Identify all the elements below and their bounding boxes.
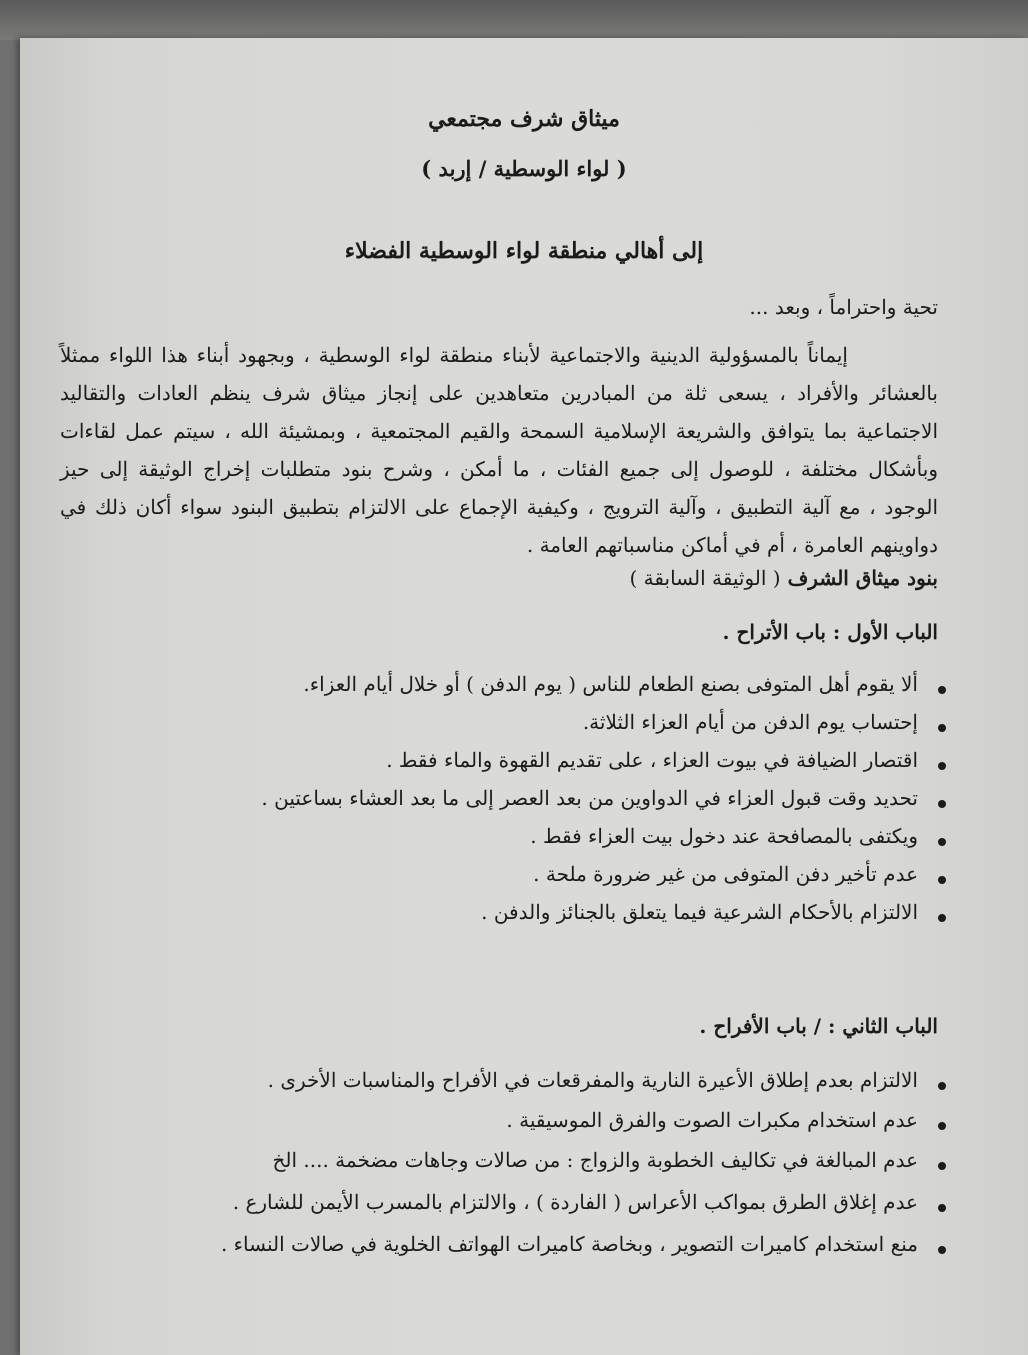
list-item xyxy=(481,900,918,924)
bullet-icon xyxy=(938,686,946,694)
list-item xyxy=(268,1068,918,1092)
list-item xyxy=(533,862,918,886)
list-item-text: عدم تأخير دفن المتوفى من غير ضرورة ملحة . xyxy=(533,862,918,886)
greeting: تحية واحتراماً ، وبعد ... xyxy=(749,295,938,319)
list-item-text: ويكتفى بالمصافحة عند دخول بيت العزاء فقط . xyxy=(530,824,918,848)
list-item-text: ألا يقوم أهل المتوفى بصنع الطعام للناس ( يوم الدفن ) أو خلال أيام العزاء. xyxy=(303,672,918,696)
intro-line: بالعشائر والأفراد ، يسعى ثلة من المبادرين متعاهدين على إنجاز ميثاق شرف ينظم العادات والتقاليد xyxy=(60,381,938,405)
bullet-icon xyxy=(938,1122,946,1130)
list-item xyxy=(233,1190,918,1214)
list-item xyxy=(506,1108,918,1132)
bullet-icon xyxy=(938,800,946,808)
list-item-text: إحتساب يوم الدفن من أيام العزاء الثلاثة. xyxy=(582,710,918,734)
document-subtitle: ( لواء الوسطية / إربد ) xyxy=(421,156,627,181)
bullet-icon xyxy=(938,914,946,922)
list-item-text: الالتزام بعدم إطلاق الأعيرة النارية والمفرقعات في الأفراح والمناسبات الأخرى . xyxy=(267,1068,918,1092)
list-item xyxy=(386,748,918,772)
list-item-text: عدم إغلاق الطرق بمواكب الأعراس ( الفاردة ) ، والالتزام بالمسرب الأيمن للشارع . xyxy=(232,1190,918,1214)
intro-line: إيماناً بالمسؤولية الدينية والاجتماعية لأبناء منطقة لواء الوسطية ، وبجهود أبناء هذا اللواء ممثلاً xyxy=(60,343,848,367)
background-edge xyxy=(0,0,1028,40)
bullet-icon xyxy=(938,762,946,770)
list-item-text: منع استخدام كاميرات التصوير ، وبخاصة كاميرات الهواتف الخلوية في صالات النساء . xyxy=(220,1232,918,1256)
document-title: ميثاق شرف مجتمعي xyxy=(428,106,620,132)
list-item-text: عدم استخدام مكبرات الصوت والفرق الموسيقية . xyxy=(506,1108,918,1132)
charter-heading-bold: بنود ميثاق الشرف xyxy=(787,566,938,590)
section1-heading: الباب الأول : باب الأتراح . xyxy=(722,620,938,644)
addressee-line: إلى أهالي منطقة لواء الوسطية الفضلاء xyxy=(344,238,704,264)
charter-heading xyxy=(630,566,938,590)
bullet-icon xyxy=(938,1162,946,1170)
list-item xyxy=(583,710,918,734)
list-item-text: تحديد وقت قبول العزاء في الدواوين من بعد العصر إلى ما بعد العشاء بساعتين . xyxy=(261,786,918,810)
list-item-text: اقتصار الضيافة في بيوت العزاء ، على تقديم القهوة والماء فقط . xyxy=(386,748,918,772)
document-page xyxy=(20,38,1028,1355)
list-item xyxy=(303,672,918,696)
intro-line: الوجود ، مع آلية التطبيق ، وآلية الترويج ، وكيفية الإجماع على الالتزام بتطبيق البنود سواء أكان ذلك في xyxy=(60,495,938,519)
list-item xyxy=(261,786,918,810)
bullet-icon xyxy=(938,876,946,884)
list-item-text: الالتزام بالأحكام الشرعية فيما يتعلق بالجنائز والدفن . xyxy=(481,900,918,924)
intro-line: دواوينهم العامرة ، أم في أماكن مناسباتهم العامة . xyxy=(526,533,938,557)
bullet-icon xyxy=(938,724,946,732)
bullet-icon xyxy=(938,1204,946,1212)
list-item xyxy=(272,1148,918,1172)
charter-heading-note: ( الوثيقة السابقة ) xyxy=(629,566,781,590)
section2-heading: الباب الثاني : / باب الأفراح . xyxy=(699,1014,938,1038)
list-item xyxy=(221,1232,918,1256)
bullet-icon xyxy=(938,838,946,846)
list-item-text: عدم المبالغة في تكاليف الخطوبة والزواج : من صالات وجاهات مضخمة .... الخ xyxy=(272,1148,918,1172)
bullet-icon xyxy=(938,1082,946,1090)
intro-line: وبأشكال مختلفة ، للوصول إلى جميع الفئات ، ما أمكن ، وشرح بنود متطلبات إخراج الوثيقة إلى حيز xyxy=(60,457,938,481)
bullet-icon xyxy=(938,1246,946,1254)
intro-line: الاجتماعية بما يتوافق والشريعة الإسلامية السمحة والقيم المجتمعية ، وبمشيئة الله ، سيتم عمل لقاءات xyxy=(60,419,938,443)
list-item xyxy=(530,824,918,848)
